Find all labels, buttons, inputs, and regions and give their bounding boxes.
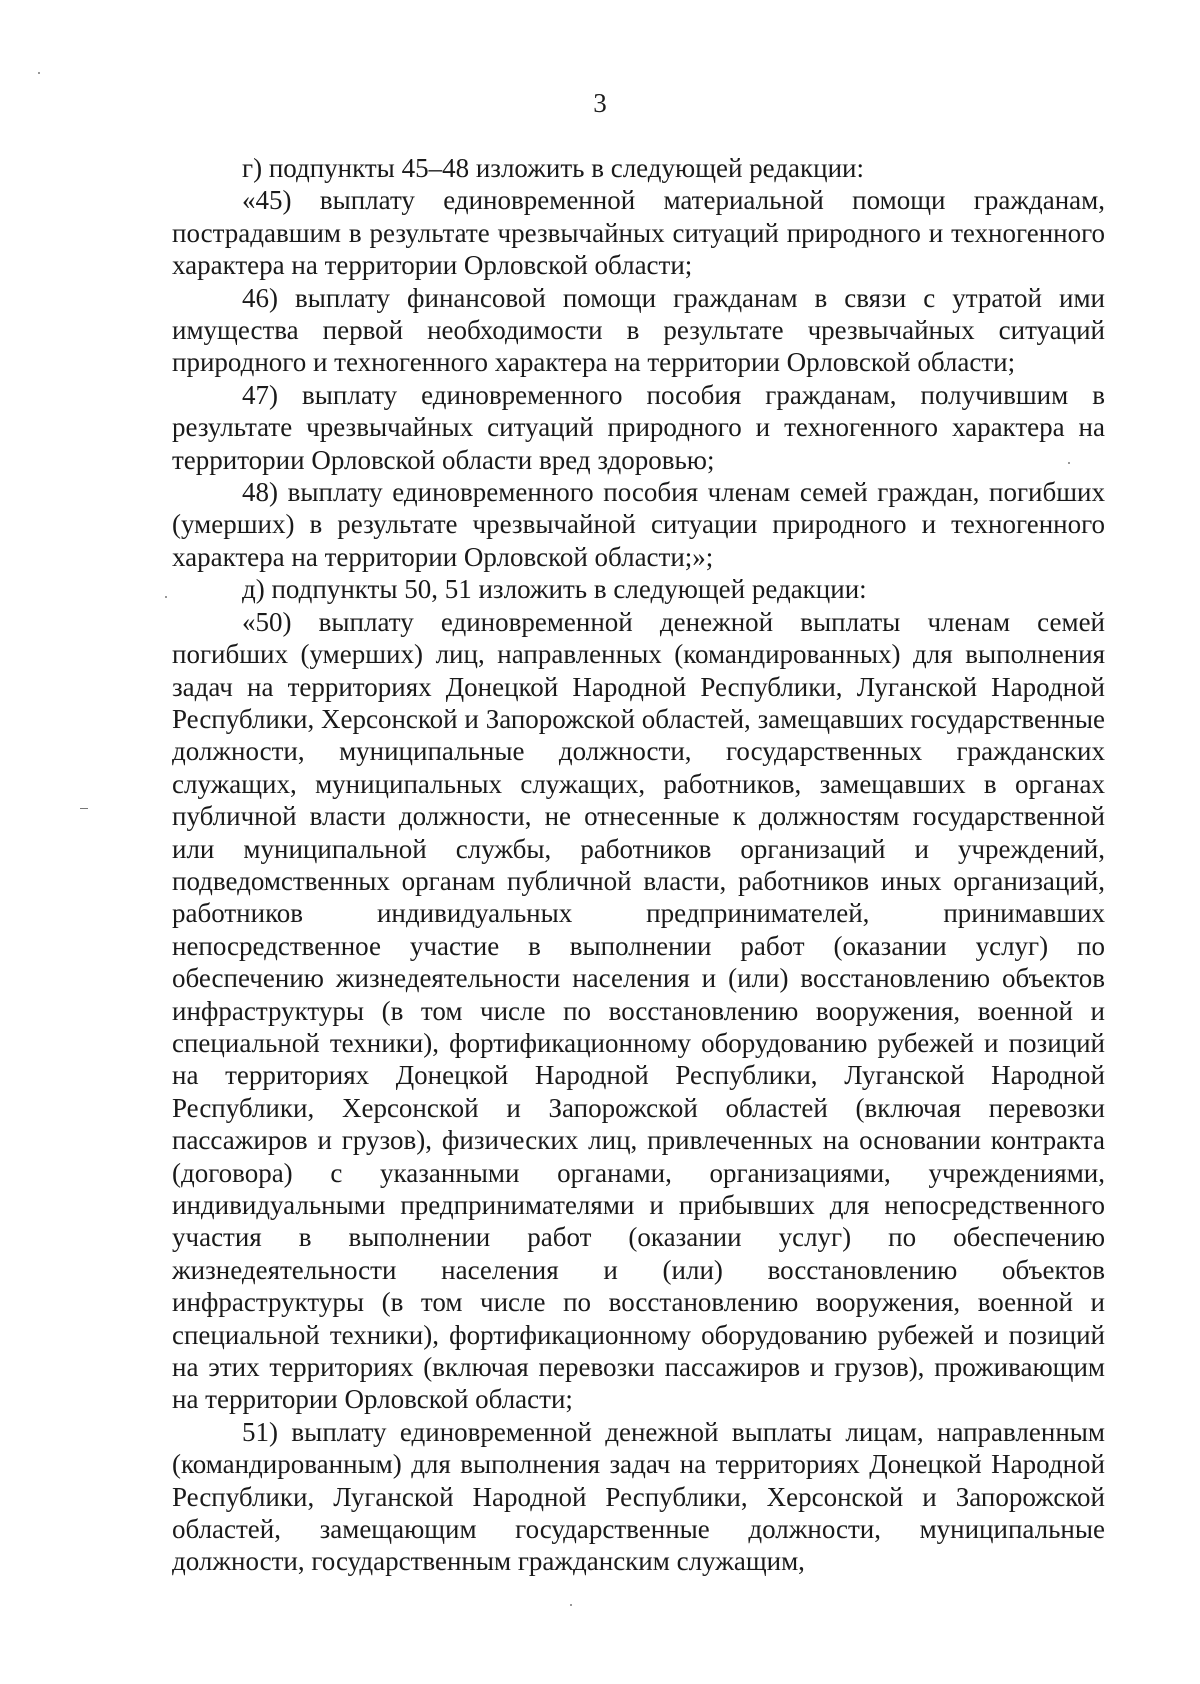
page-number: 3 — [593, 88, 607, 118]
scan-speck — [38, 72, 40, 74]
paragraph-item-47: 47) выплату единовременного пособия гражданам, получившим в результате чрезвычайных ситуаций природного и техногенного характера на территории Орловской области вред здоровью; — [172, 379, 1105, 475]
scan-speck — [165, 596, 167, 598]
paragraph-item-46: 46) выплату финансовой помощи гражданам в связи с утратой ими имущества первой необходимости в результате чрезвычайных ситуаций природного и техногенного характера на территории Орловской области; — [172, 282, 1105, 378]
paragraph-item-50: «50) выплату единовременной денежной выплаты членам семей погибших (умерших) лиц, направленных (командированных) для выполнения задач на территориях Донецкой Народной Республики, Луганской Народной Республики, Херсонской и Запорожской областей, замещавших государственные должности, муниципальные должности, государственных гражданских служащих, муниципальных служащих, работников, замещавших в органах публичной власти должности, не отнесенные к должностям государственной или муниципальной службы, работников организаций и учреждений, подведомственных органам публичной власти, работников иных организаций, работников индивидуальных предпринимателей, принимавших непосредственное участие в выполнении работ (оказании услуг) по обеспечению жизнедеятельности населения и (или) восстановлению объектов инфраструктуры (в том числе по восстановлению вооружения, военной и специальной техники), фортификационному оборудованию рубежей и позиций на территориях Донецкой Народной Республики, Луганской Народной Республики, Херсонской и Запорожской областей (включая перевозки пассажиров и грузов), физических лиц, привлеченных на основании контракта (договора) с указанными органами, организациями, учреждениями, индивидуальными предпринимателями и прибывших для непосредственного участия в выполнении работ (оказании услуг) по обеспечению жизнедеятельности населения и (или) восстановлению объектов инфраструктуры (в том числе по восстановлению вооружения, военной и специальной техники), фортификационному оборудованию рубежей и позиций на этих территориях (включая перевозки пассажиров и грузов), проживающим на территории Орловской области; — [172, 606, 1105, 1415]
paragraph-subitem-g: г) подпункты 45–48 изложить в следующей редакции: — [242, 153, 864, 183]
scan-speck — [80, 808, 88, 809]
paragraph-item-48: 48) выплату единовременного пособия членам семей граждан, погибших (умерших) в результате чрезвычайной ситуации природного и техногенного характера на территории Орловской области;»; — [172, 477, 1105, 572]
paragraph-item-51: 51) выплату единовременной денежной выплаты лицам, направленным (командированным) для выполнения задач на территориях Донецкой Народной Республики, Луганской Народной Республики, Херсонской и Запорожской областей, замещающим государственные должности, муниципальные должности, государственным гражданским служащим, — [172, 1416, 1105, 1577]
scan-speck — [1068, 462, 1070, 464]
paragraph-subitem-d: д) подпункты 50, 51 изложить в следующей редакции: — [242, 574, 867, 605]
document-body — [172, 152, 1105, 1578]
scan-speck — [570, 1604, 572, 1606]
paragraph-item-45: «45) выплату единовременной материальной помощи гражданам, пострадавшим в результате чрезвычайных ситуаций природного и техногенного характера на территории Орловской области; — [172, 185, 1105, 281]
